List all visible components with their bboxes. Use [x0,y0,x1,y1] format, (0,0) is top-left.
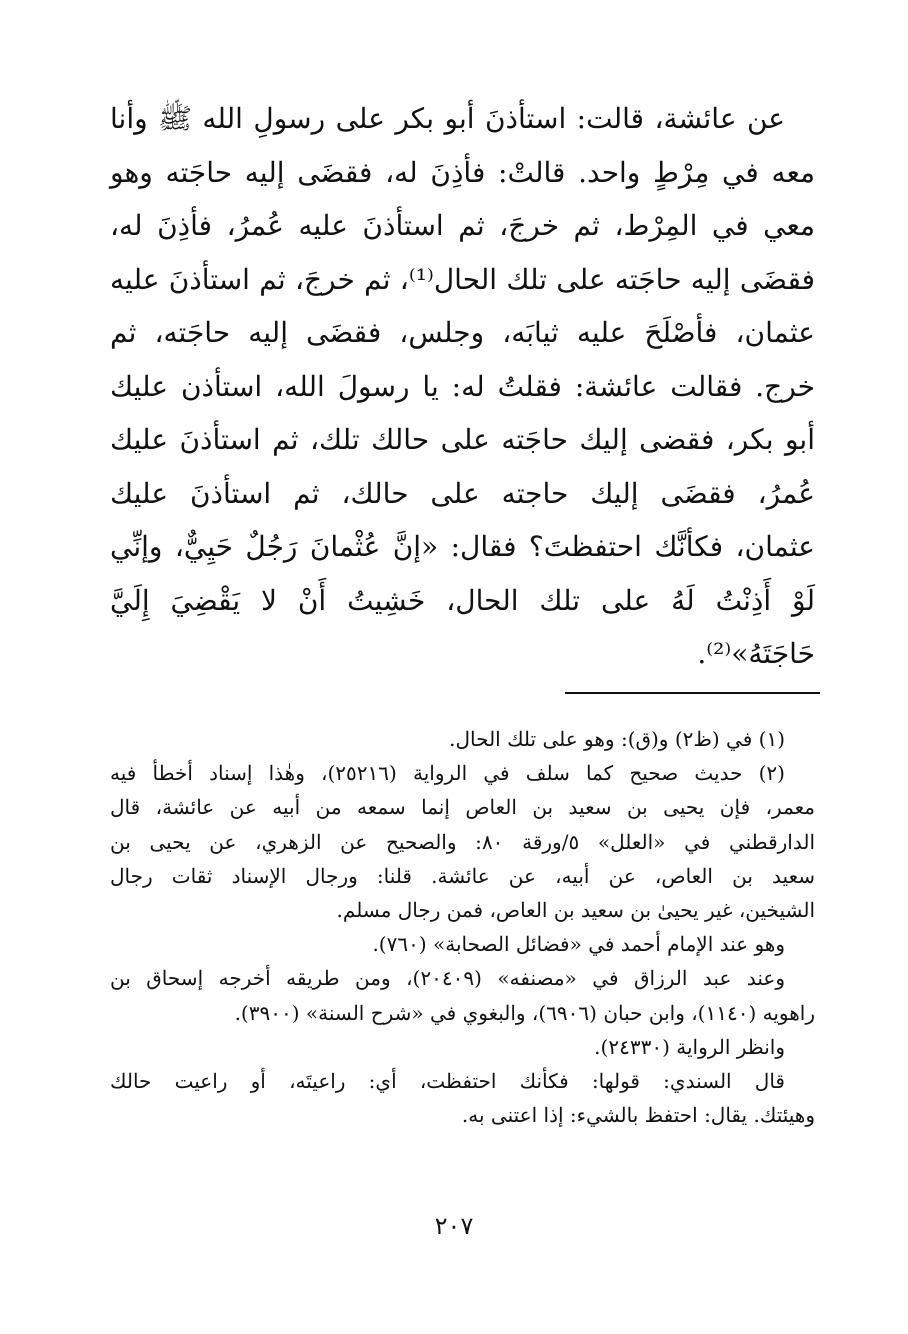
footnote-line: (١) في (ظ٢) و(ق): وهو على تلك الحال. [449,727,785,751]
main-text-line: عثمان، فأصْلَحَ عليه ثيابَه، وجلس، فقضَى إليه حاجَته، ثم [110,316,815,349]
main-text-line: فقضَى إليه حاجَته على تلك الحال⁽¹⁾، ثم خرجَ، ثم استأذنَ عليه [110,262,815,296]
footnote-line: الدارقطني في «العلل» ٥/ورقة ٨٠: والصحيح عن الزهري، عن يحيى بن [110,829,815,854]
footnote-line: سعيد بن العاص، عن أبيه، عن عائشة. قلنا: ورجال الإسناد ثقات رجال [110,863,815,888]
main-text-line: عن عائشة، قالت: استأذنَ أبو بكر على رسولِ الله ﷺ وأنا [110,102,785,135]
main-text-line: خرج. فقالت عائشة: فقلتُ له: يا رسولَ الله، استأذن عليك [110,369,815,403]
footnote-line: قال السندي: قولها: فكأنك احتفظت، أي: راعيتَه، أو راعيت حالك [110,1068,785,1093]
footnote-line: معمر، فإن يحيى بن سعيد بن العاص إنما سمعه من أبيه عن عائشة، قال [110,795,815,820]
footnotes [110,722,815,1132]
footnote-divider [565,692,820,694]
footnote-line: الشيخين، غير يحيىٰ بن سعيد بن العاص، فمن رجال مسلم. [336,897,815,922]
footnote-line: وانظر الرواية (٢٤٣٣٠). [594,1034,785,1059]
main-text-line: لَوْ أَذِنْتُ لَهُ على تلك الحال، خَشِيتُ أَنْ لا يَقْضِيَ إِلَيَّ [110,583,815,617]
footnote-line: وهو عند الإمام أحمد في «فضائل الصحابة» (٧٦٠). [372,932,785,957]
main-text-line: حَاجَتَهُ»⁽²⁾. [697,637,815,670]
footnote-line: راهويه (١١٤٠)، وابن حبان (٦٩٠٦)، والبغوي في «شرح السنة» (٣٩٠٠). [234,1000,815,1025]
main-text-line: معي في المِرْط، ثم خرجَ، ثم استأذنَ عليه عُمرُ، فأذِنَ له، [110,209,815,242]
page-number: ٢٠٧ [434,1212,474,1240]
main-text-line: عثمان، فكأنَّك احتفظتَ؟ فقال: «إنَّ عُثْمانَ رَجُلٌ حَيِيٌّ، وإنِّي [110,530,815,563]
main-text [110,92,815,681]
footnote-line: وعند عبد الرزاق في «مصنفه» (٢٠٤٠٩)، ومن طريقه أخرجه إسحاق بن [110,966,785,991]
main-text-line: أبو بكر، فقضى إليك حاجَته على حالك تلك، ثم استأذنَ عليك [110,423,815,456]
footnote-line: (٢) حديث صحيح كما سلف في الرواية (٢٥٢١٦)، وهٰذا إسناد أخطأ فيه [110,761,785,786]
main-text-line: معه في مِرْطٍ واحد. قالتْ: فأذِنَ له، فقضَى إليه حاجَته وهو [110,155,815,189]
main-text-line: عُمرُ، فقضَى إليك حاجته على حالك، ثم استأذنَ عليك [110,476,815,510]
footnote-line: وهيئتك. يقال: احتفظ بالشيء: إذا اعتنى به. [461,1103,815,1128]
